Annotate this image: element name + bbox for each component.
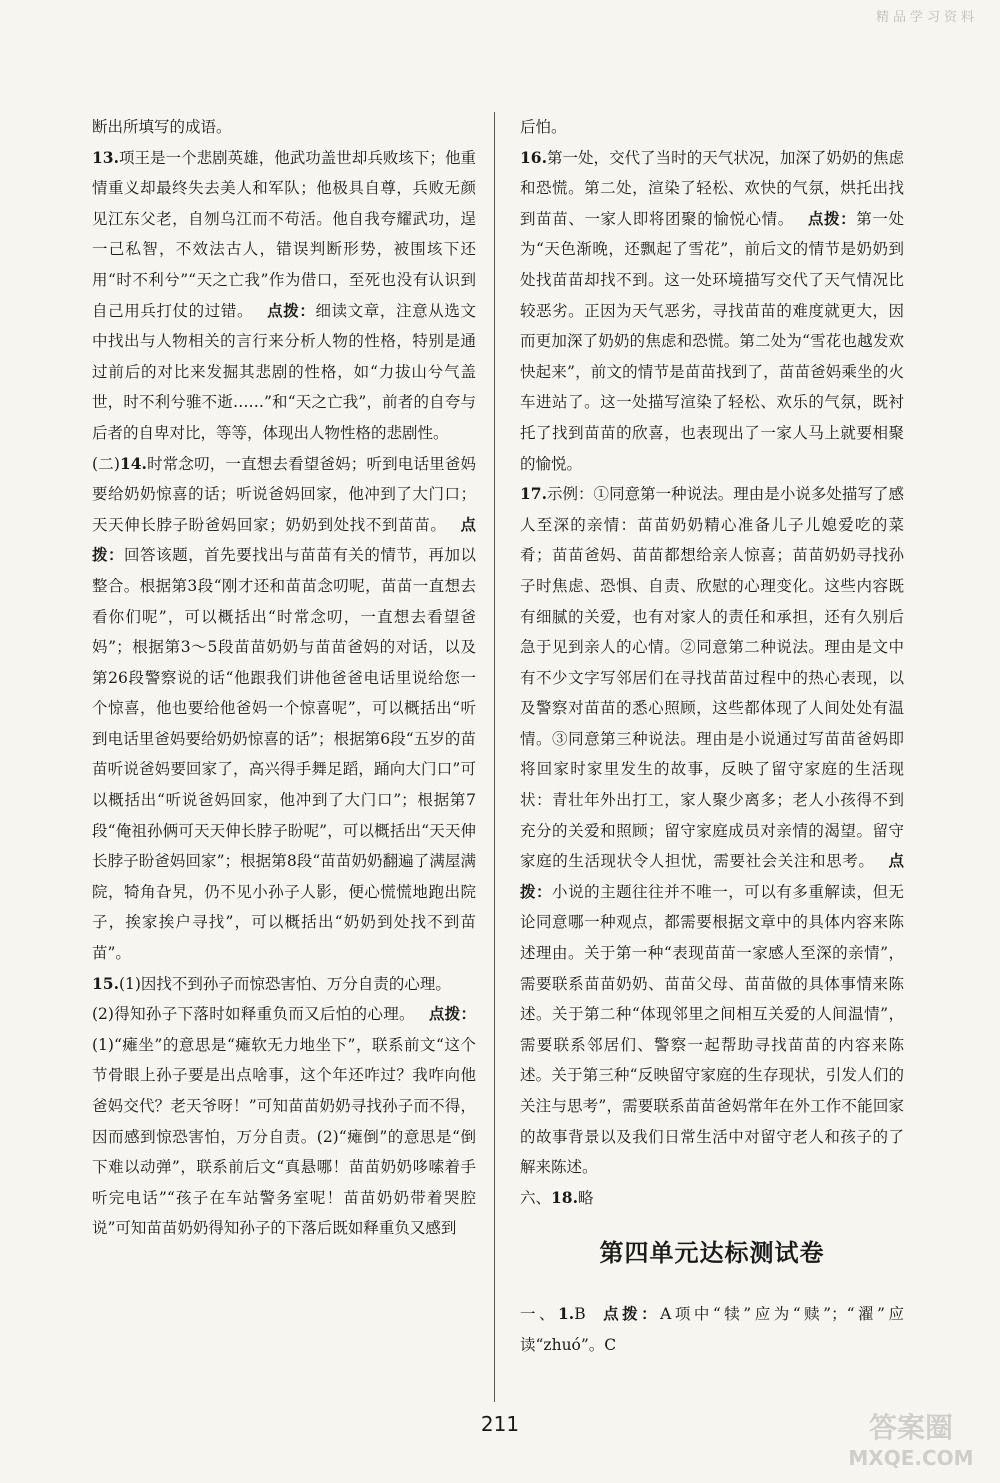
question-number: 13.	[92, 147, 119, 167]
answer-text: 第一处，交代了当时的天气状况，加深了奶奶的焦虑和恐慌。第二处，渲染了轻松、欢快的气氛，烘托出找到苗苗、一家人即将团聚的愉悦心情。	[520, 148, 904, 228]
watermark-site-top: 答案圈	[868, 1411, 954, 1444]
text: 后怕。	[520, 118, 567, 136]
watermark-site-bottom: MXQE.COM	[848, 1446, 974, 1470]
tip-text: A项中“犊”应为“赎”；“濯”应读“zhuó”。C	[520, 1305, 904, 1354]
question-14	[92, 449, 476, 969]
question-15-b	[92, 999, 476, 1244]
question-13	[92, 143, 476, 449]
answer-text: 略	[577, 1188, 594, 1207]
answer-text: 示例：①同意第一种说法。理由是小说多处描写了感人至深的亲情：苗苗奶奶精心准备儿子儿媳爱吃的菜肴；苗苗爸妈、苗苗都想给亲人惊喜；苗苗奶奶寻找孙子时焦虑、恐惧、自责、欣慰的心理变化。这些内容既有细腻的关爱，也有对家人的责任和承担，还有久别后急于见到亲人的心情。②同意第二种说法。理由是文中有不少文字写邻居们在寻找苗苗过程中的热心表现，以及警察对苗苗的悉心照顾，这些都体现了人间处处有温情。③同意第三种说法。理由是小说通过写苗苗爸妈即将回家时家里发生的故事，反映了留守家庭的生活现状：青壮年外出打工，家人聚少离多；老人小孩得不到充分的关爱和照顾；留守家庭成员对亲情的渴望。留守家庭的生活现状令人担忧，需要社会关注和思考。	[520, 485, 904, 871]
tip-label: 点拨：	[599, 1304, 661, 1324]
page-number: 211	[480, 1412, 520, 1436]
question-number: 14.	[119, 453, 147, 473]
tip-text: 回答该题，首先要找出与苗苗有关的情节，再加以整合。根据第3段“刚才还和苗苗念叨呢，苗苗一直想去看你们呢”，可以概括出“时常念叨，一直想去看望爸妈”；根据第3～5段苗苗奶奶与苗苗爸妈的对话，以及第26段警察说的话“他跟我们讲他爸爸电话里说给您一个惊喜，他也要给他爸妈一个惊喜呢”，可以概括出“听到电话里爸妈要给奶奶惊喜的话”；根据第6段“五岁的苗苗听说爸妈要回家了，高兴得手舞足蹈，踊向大门口”可以概括出“听说爸妈回家，他冲到了大门口”；根据第7段“俺祖孙俩可天天伸长脖子盼呢”，可以概括出“天天伸长脖子盼爸妈回家”；根据第8段“苗苗奶奶翻遍了满屋满院，犄角旮旯，仍不见小孙子人影，便心慌慌地跑出院子，挨家挨户寻找”，可以概括出“奶奶到处找不到苗苗”。	[92, 546, 476, 963]
tip-text: 细读文章，注意从选文中找出与人物相关的言行来分析人物的性格，特别是通过前后的对比来发掘其悲剧的性格，如“力拔山兮气盖世，时不利兮骓不逝……”和“天之亡我”，前者的自夸与后者的自卑对比，等等，体现出人物性格的悲剧性。	[92, 301, 476, 442]
answer-text: B	[574, 1305, 586, 1324]
watermark-top: 精品学习资料	[875, 10, 978, 25]
tip-text: 第一处为“天色渐晚，还飘起了雪花”，前后文的情节是奶奶到处找苗苗却找不到。这一处环境描写交代了天气情况比较恶劣。正因为天气恶劣，寻找苗苗的难度就更大，因而更加深了奶奶的焦虑和恐慌。第二处为“雪花也越发欢快起来”，前文的情节是苗苗找到了，苗苗爸妈乘坐的火车进站了。这一处描写渲染了轻松、欢乐的气氛，既衬托了找到苗苗的欣喜，也表现出了一家人马上就要相聚的愉悦。	[520, 209, 904, 473]
answer-text: 项王是一个悲剧英雄，他武功盖世却兵败垓下；他重情重义却最终失去美人和军队；他极具自尊，兵败无颜见江东父老，自刎乌江而不苟活。他自我夸耀武功，逞一己私智，不效法古人，错误判断形势，被围垓下还用“时不利兮”“天之亡我”作为借口，至死也没有认识到自己用兵打仗的过错。	[92, 148, 476, 320]
watermark-logo	[836, 1403, 986, 1473]
tip-label: 点拨：	[807, 208, 857, 228]
section-prefix: 六、	[520, 1188, 552, 1207]
section-title: 第四单元达标测试卷	[599, 1239, 825, 1268]
tip-text: (1)“瘫坐”的意思是“瘫软无力地坐下”，联系前文“这个节骨眼上孙子要是出点啥事，这个年还咋过？我咋向他爸妈交代？老天爷呀！”可知苗苗奶奶寻找孙子而不得，因而感到惊恐害怕，万分自责。(2)“瘫倒”的意思是“倒下难以动弹”，联系前后文“真悬哪！苗苗奶奶哆嗦着手听完电话”“孩子在车站警务室呢！苗苗奶奶带着哭腔说”可知苗苗奶奶得知孙子的下落后既如释重负又感到	[92, 1035, 476, 1238]
paragraph	[520, 112, 904, 143]
question-number: 15.	[92, 973, 119, 993]
tip-label: 点拨：	[267, 300, 316, 320]
section-prefix: (二)	[92, 454, 120, 473]
answer-text: (1)因找不到孙子而惊恐害怕、万分自责的心理。	[118, 974, 451, 993]
tip-label: 点拨：	[92, 514, 476, 565]
column-divider	[494, 112, 495, 1402]
question-18	[520, 1183, 904, 1214]
section-prefix: 一、	[520, 1305, 559, 1324]
question-number: 1.	[558, 1304, 575, 1324]
tip-text: 小说的主题往往并不唯一，可以有多重解读，但无论同意哪一种观点，都需要根据文章中的具体内容来陈述理由。关于第一种“表现苗苗一家感人至深的亲情”，需要联系苗苗奶奶、苗苗父母、苗苗做的具体事情来陈述。关于第二种“体现邻里之间相互关爱的人间温情”，需要联系邻居们、警察一起帮助寻找苗苗的内容来陈述。关于第三种“反映留守家庭的生存现状，引发人们的关注与思考”，需要联系苗苗爸妈常年在外工作不能回家的故事背景以及我们日常生活中对留守老人和孩子的了解来陈述。	[520, 882, 904, 1177]
text: 断出所填写的成语。	[92, 118, 232, 136]
tip-label: 点拨：	[428, 1004, 476, 1024]
question-number: 17.	[520, 484, 547, 504]
right-column	[520, 112, 904, 1361]
question-number: 18.	[551, 1187, 578, 1207]
question-16	[520, 143, 904, 480]
answer-text: 时常念叨，一直想去看望爸妈；听到电话里爸妈要给奶奶惊喜的话；听说爸妈回家，他冲到了大门口；天天伸长脖子盼爸妈回家；奶奶到处找不到苗苗。	[92, 454, 476, 534]
left-column	[92, 112, 476, 1244]
paragraph	[92, 112, 476, 143]
question-17	[520, 479, 904, 1183]
answer-text: (2)得知孙子下落时如释重负而又后怕的心理。	[92, 1005, 415, 1024]
question-15	[92, 969, 476, 1000]
tip-label: 点拨：	[520, 851, 904, 901]
question-1	[520, 1299, 904, 1360]
question-number: 16.	[520, 147, 547, 167]
